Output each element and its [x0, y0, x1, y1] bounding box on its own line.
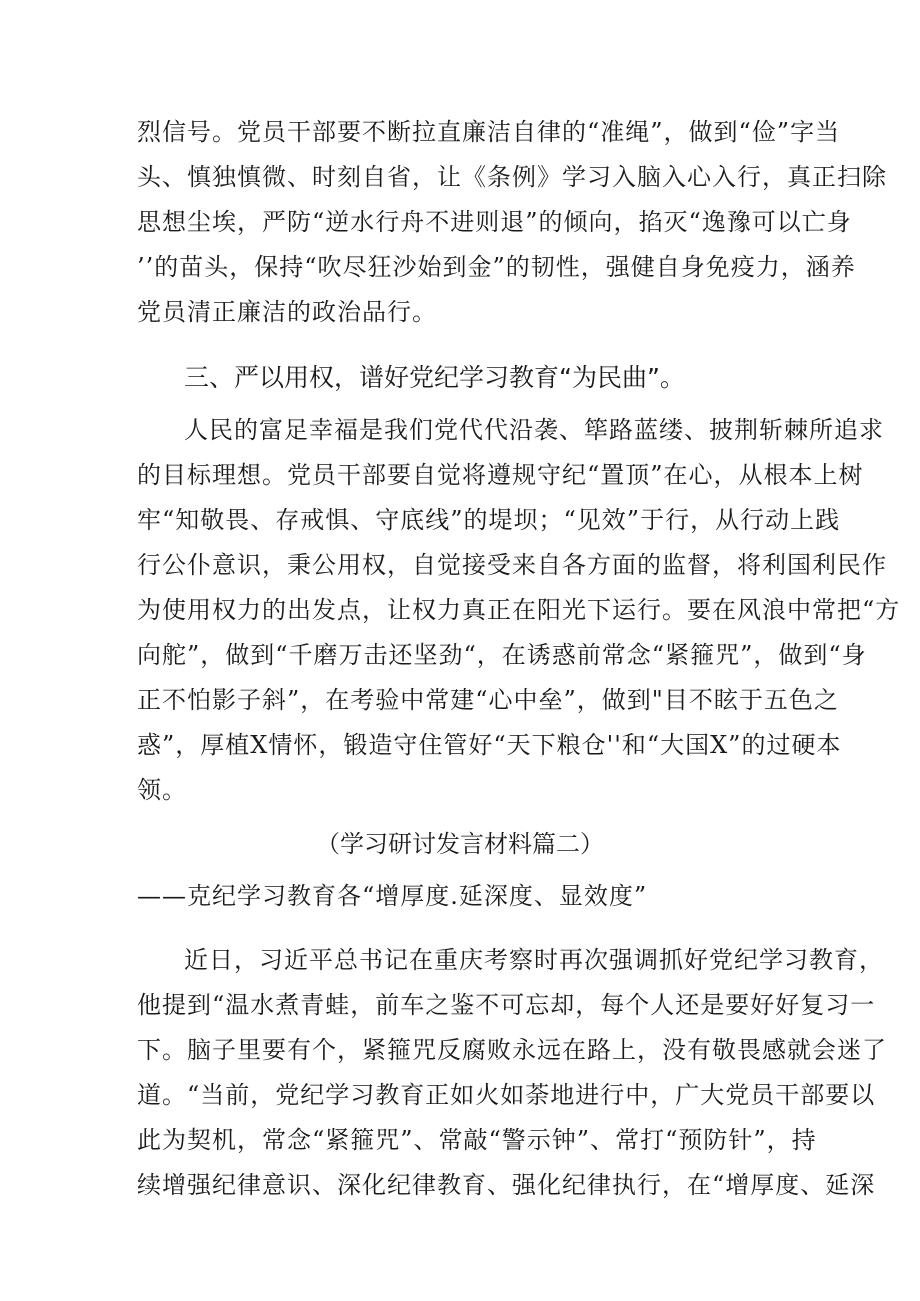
article-subtitle: ——克纪学习教育各“增厚度.延深度、显效度”	[137, 882, 648, 910]
para1-line-2: 头、慎独慎微、时刻自省，让《条例》学习入脑入心入行，真正扫除	[137, 163, 887, 191]
para3-line-2: 他提到“温水煮青蛙，前车之鉴不可忘却，每个人还是要好好复习一	[137, 991, 876, 1019]
para2-line-3: 牢“知敬畏、存戒惧、守底线”的堤坝；“见效”于行，从行动上践	[137, 506, 841, 534]
para3-line-1: 近日，习近平总书记在重庆考察时再次强调抓好党纪学习教育，	[184, 946, 884, 974]
para3-line-6: 续增强纪律意识、深化纪律教育、强化纪律执行，在“增厚度、延深	[137, 1171, 876, 1199]
para1-line-5: 党员清正廉洁的政治品行。	[137, 298, 437, 326]
para3-line-5: 此为契机，常念“紧箍咒”、常敲“警示钟”、常打“预防针”，持	[137, 1126, 817, 1154]
para2-line-6: 向舵”，做到“千磨万击还坚劲“，在诱惑前常念“紧箍咒”，做到“身	[137, 641, 867, 669]
para1-line-3: 思想尘埃，严防“逆水行舟不进则退”的倾向，掐灭“逸豫可以亡身	[137, 208, 852, 236]
para2-line-8: 惑”，厚植X情怀，锻造守住管好“天下粮仓''和“大国X”的过硬本	[137, 731, 842, 759]
para2-line-2: 的目标理想。党员干部要自觉将遵规守纪“置顶”在心，从根本上树	[137, 461, 864, 489]
para1-line-4: ’’的苗头，保持“吹尽狂沙始到金”的韧性，强健自身免疫力，涵养	[137, 253, 856, 281]
para3-line-4: 道。“当前，党纪学习教育正如火如荼地进行中，广大党员干部要以	[137, 1081, 876, 1109]
para3-line-3: 下。脑子里要有个，紧箍咒反腐败永远在路上，没有敬畏感就会迷了	[137, 1036, 887, 1064]
para2-line-1: 人民的富足幸福是我们党代代沿袭、筚路蓝缕、披荆斩棘所追求	[184, 416, 884, 444]
para1-line-1: 烈信号。党员干部要不断拉直廉洁自律的“准绳”，做到“俭”字当	[137, 118, 841, 146]
para2-line-9: 领。	[137, 776, 187, 804]
para2-line-4: 行公仆意识，秉公用权，自觉接受来自各方面的监督，将利国利民作	[137, 551, 887, 579]
para2-line-7: 正不怕影子斜”，在考验中常建“心中垒”，做到"目不眩于五色之	[137, 686, 839, 714]
para2-line-5: 为使用权力的出发点，让权力真正在阳光下运行。要在风浪中常把“方	[137, 596, 901, 624]
section-heading: 三、严以用权，谱好党纪学习教育“为民曲”。	[184, 363, 685, 392]
article-title: （学习研讨发言材料篇二）	[316, 830, 604, 858]
